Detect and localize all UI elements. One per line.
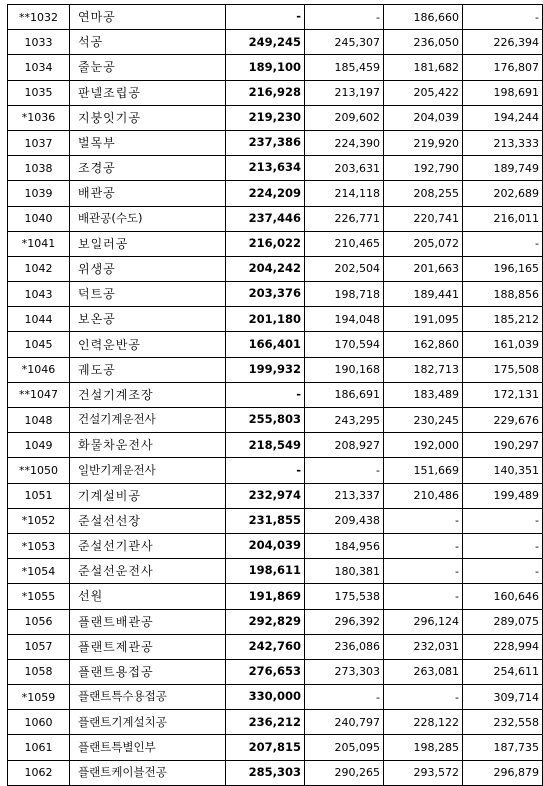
wage-value-cell: 194,244 xyxy=(463,105,543,130)
wage-value-cell: 293,572 xyxy=(384,760,463,785)
wage-value-cell: 209,438 xyxy=(305,508,384,533)
job-name-cell: 플랜트기계설치공 xyxy=(70,710,226,735)
wage-value-cell: 209,602 xyxy=(305,105,384,130)
job-code-cell: **1047 xyxy=(8,382,70,407)
wage-value-cell: 176,807 xyxy=(463,55,543,80)
wage-value-cell: 285,303 xyxy=(226,760,305,785)
wage-value-cell: 236,050 xyxy=(384,30,463,55)
wage-value-cell: 255,803 xyxy=(226,408,305,433)
table-row xyxy=(8,760,543,785)
wage-value-cell: 192,000 xyxy=(384,433,463,458)
job-code-cell: 1034 xyxy=(8,55,70,80)
job-name-cell: 판넬조립공 xyxy=(70,80,226,105)
table-row xyxy=(8,181,543,206)
job-code-cell: 1042 xyxy=(8,256,70,281)
wage-value-cell: 203,376 xyxy=(226,282,305,307)
job-name-cell: 플랜트배관공 xyxy=(70,609,226,634)
wage-value-cell: - xyxy=(384,533,463,558)
wage-value-cell: 216,022 xyxy=(226,231,305,256)
job-code-cell: 1040 xyxy=(8,206,70,231)
wage-value-cell: 191,869 xyxy=(226,584,305,609)
job-name-cell: 지붕잇기공 xyxy=(70,105,226,130)
wage-value-cell: 196,165 xyxy=(463,256,543,281)
table-row xyxy=(8,30,543,55)
wage-value-cell: 201,663 xyxy=(384,256,463,281)
wage-value-cell: 228,994 xyxy=(463,634,543,659)
wage-value-cell: 296,124 xyxy=(384,609,463,634)
job-code-cell: 1048 xyxy=(8,408,70,433)
job-code-cell: **1050 xyxy=(8,458,70,483)
job-code-cell: 1044 xyxy=(8,307,70,332)
wage-value-cell: - xyxy=(305,5,384,30)
wage-value-cell: - xyxy=(384,559,463,584)
wage-table-sheet xyxy=(7,4,542,780)
job-name-cell: 배관공 xyxy=(70,181,226,206)
wage-value-cell: 194,048 xyxy=(305,307,384,332)
table-row xyxy=(8,609,543,634)
wage-value-cell: 226,394 xyxy=(463,30,543,55)
wage-value-cell: 243,295 xyxy=(305,408,384,433)
wage-value-cell: 232,974 xyxy=(226,483,305,508)
job-name-cell: 화물차운전사 xyxy=(70,433,226,458)
job-code-cell: 1061 xyxy=(8,735,70,760)
job-name-cell: 플랜트제관공 xyxy=(70,634,226,659)
wage-value-cell: 189,100 xyxy=(226,55,305,80)
wage-value-cell: 151,669 xyxy=(384,458,463,483)
job-name-cell: 플랜트용접공 xyxy=(70,659,226,684)
wage-value-cell: 220,741 xyxy=(384,206,463,231)
wage-value-cell: 237,386 xyxy=(226,130,305,155)
wage-value-cell: 202,689 xyxy=(463,181,543,206)
job-name-cell: 조경공 xyxy=(70,156,226,181)
wage-value-cell: 180,381 xyxy=(305,559,384,584)
table-row xyxy=(8,408,543,433)
table-row xyxy=(8,508,543,533)
table-row xyxy=(8,685,543,710)
wage-value-cell: 183,489 xyxy=(384,382,463,407)
wage-value-cell: 186,691 xyxy=(305,382,384,407)
wage-value-cell: 213,634 xyxy=(226,156,305,181)
job-name-cell: 플랜트특별인부 xyxy=(70,735,226,760)
wage-value-cell: 192,790 xyxy=(384,156,463,181)
wage-value-cell: 229,676 xyxy=(463,408,543,433)
wage-value-cell: 276,653 xyxy=(226,659,305,684)
wage-value-cell: 240,797 xyxy=(305,710,384,735)
wage-value-cell: 226,771 xyxy=(305,206,384,231)
wage-value-cell: 237,446 xyxy=(226,206,305,231)
wage-value-cell: 231,855 xyxy=(226,508,305,533)
wage-value-cell: 216,928 xyxy=(226,80,305,105)
wage-value-cell: 213,197 xyxy=(305,80,384,105)
wage-value-cell: 216,011 xyxy=(463,206,543,231)
wage-value-cell: 199,932 xyxy=(226,357,305,382)
wage-value-cell: 161,039 xyxy=(463,332,543,357)
job-code-cell: 1057 xyxy=(8,634,70,659)
job-code-cell: 1043 xyxy=(8,282,70,307)
job-code-cell: *1053 xyxy=(8,533,70,558)
job-name-cell: 플랜트케이블전공 xyxy=(70,760,226,785)
wage-value-cell: 188,856 xyxy=(463,282,543,307)
table-row xyxy=(8,533,543,558)
wage-value-cell: - xyxy=(463,508,543,533)
wage-value-cell: 204,242 xyxy=(226,256,305,281)
wage-value-cell: 175,538 xyxy=(305,584,384,609)
job-name-cell: 줄눈공 xyxy=(70,55,226,80)
wage-value-cell: 140,351 xyxy=(463,458,543,483)
table-row xyxy=(8,80,543,105)
wage-value-cell: 219,920 xyxy=(384,130,463,155)
wage-value-cell: 296,879 xyxy=(463,760,543,785)
wage-value-cell: 207,815 xyxy=(226,735,305,760)
wage-value-cell: - xyxy=(463,231,543,256)
table-row xyxy=(8,357,543,382)
wage-value-cell: - xyxy=(463,5,543,30)
table-row xyxy=(8,130,543,155)
wage-value-cell: 202,504 xyxy=(305,256,384,281)
job-code-cell: 1060 xyxy=(8,710,70,735)
wage-value-cell: 198,718 xyxy=(305,282,384,307)
job-name-cell: 보일러공 xyxy=(70,231,226,256)
job-code-cell: 1062 xyxy=(8,760,70,785)
job-name-cell: 인력운반공 xyxy=(70,332,226,357)
table-row xyxy=(8,710,543,735)
table-row xyxy=(8,382,543,407)
wage-value-cell: - xyxy=(384,685,463,710)
job-code-cell: *1054 xyxy=(8,559,70,584)
job-name-cell: 보온공 xyxy=(70,307,226,332)
wage-value-cell: - xyxy=(305,685,384,710)
wage-value-cell: 292,829 xyxy=(226,609,305,634)
wage-value-cell: 205,422 xyxy=(384,80,463,105)
wage-value-cell: - xyxy=(384,584,463,609)
job-code-cell: **1032 xyxy=(8,5,70,30)
job-code-cell: 1056 xyxy=(8,609,70,634)
table-row xyxy=(8,735,543,760)
table-row xyxy=(8,483,543,508)
wage-value-cell: 245,307 xyxy=(305,30,384,55)
wage-value-cell: 181,682 xyxy=(384,55,463,80)
wage-value-cell: 254,611 xyxy=(463,659,543,684)
job-name-cell: 건설기계운전사 xyxy=(70,408,226,433)
wage-value-cell: 199,489 xyxy=(463,483,543,508)
wage-value-cell: - xyxy=(226,382,305,407)
job-name-cell: 건설기계조장 xyxy=(70,382,226,407)
wage-value-cell: 218,549 xyxy=(226,433,305,458)
wage-value-cell: 232,558 xyxy=(463,710,543,735)
wage-value-cell: 204,039 xyxy=(226,533,305,558)
wage-value-cell: - xyxy=(305,458,384,483)
table-row xyxy=(8,231,543,256)
job-name-cell: 준설선운전사 xyxy=(70,559,226,584)
wage-value-cell: 242,760 xyxy=(226,634,305,659)
job-name-cell: 플랜트특수용접공 xyxy=(70,685,226,710)
wage-value-cell: 210,486 xyxy=(384,483,463,508)
wage-value-cell: 330,000 xyxy=(226,685,305,710)
wage-value-cell: 213,337 xyxy=(305,483,384,508)
wage-value-cell: 230,245 xyxy=(384,408,463,433)
job-name-cell: 선원 xyxy=(70,584,226,609)
wage-value-cell: 309,714 xyxy=(463,685,543,710)
wage-value-cell: 184,956 xyxy=(305,533,384,558)
wage-value-cell: - xyxy=(384,508,463,533)
wage-value-cell: 189,749 xyxy=(463,156,543,181)
wage-value-cell: 289,075 xyxy=(463,609,543,634)
wage-value-cell: 175,508 xyxy=(463,357,543,382)
job-name-cell: 기계설비공 xyxy=(70,483,226,508)
job-name-cell: 일반기계운전사 xyxy=(70,458,226,483)
wage-value-cell: 208,255 xyxy=(384,181,463,206)
wage-value-cell: 210,465 xyxy=(305,231,384,256)
job-code-cell: 1045 xyxy=(8,332,70,357)
job-name-cell: 준설선선장 xyxy=(70,508,226,533)
job-code-cell: 1039 xyxy=(8,181,70,206)
job-code-cell: 1049 xyxy=(8,433,70,458)
table-row xyxy=(8,584,543,609)
wage-value-cell: 182,713 xyxy=(384,357,463,382)
table-row xyxy=(8,559,543,584)
wage-value-cell: 219,230 xyxy=(226,105,305,130)
job-code-cell: 1035 xyxy=(8,80,70,105)
wage-value-cell: 191,095 xyxy=(384,307,463,332)
wage-value-cell: 232,031 xyxy=(384,634,463,659)
wage-table-body xyxy=(8,5,543,786)
job-code-cell: 1033 xyxy=(8,30,70,55)
wage-value-cell: - xyxy=(463,533,543,558)
wage-table xyxy=(7,4,543,786)
job-code-cell: 1038 xyxy=(8,156,70,181)
table-row xyxy=(8,256,543,281)
job-code-cell: *1041 xyxy=(8,231,70,256)
wage-value-cell: 162,860 xyxy=(384,332,463,357)
wage-value-cell: 236,086 xyxy=(305,634,384,659)
wage-value-cell: 204,039 xyxy=(384,105,463,130)
job-code-cell: *1055 xyxy=(8,584,70,609)
wage-value-cell: 186,660 xyxy=(384,5,463,30)
table-row xyxy=(8,206,543,231)
job-code-cell: *1046 xyxy=(8,357,70,382)
job-code-cell: 1051 xyxy=(8,483,70,508)
job-name-cell: 배관공(수도) xyxy=(70,206,226,231)
wage-value-cell: 201,180 xyxy=(226,307,305,332)
wage-value-cell: 228,122 xyxy=(384,710,463,735)
table-row xyxy=(8,55,543,80)
wage-value-cell: 296,392 xyxy=(305,609,384,634)
wage-value-cell: 224,390 xyxy=(305,130,384,155)
job-name-cell: 준설선기관사 xyxy=(70,533,226,558)
job-name-cell: 덕트공 xyxy=(70,282,226,307)
table-row xyxy=(8,634,543,659)
wage-value-cell: 290,265 xyxy=(305,760,384,785)
wage-value-cell: 187,735 xyxy=(463,735,543,760)
table-row xyxy=(8,458,543,483)
wage-value-cell: 190,168 xyxy=(305,357,384,382)
wage-value-cell: 189,441 xyxy=(384,282,463,307)
wage-value-cell: 170,594 xyxy=(305,332,384,357)
wage-value-cell: 263,081 xyxy=(384,659,463,684)
wage-value-cell: 185,212 xyxy=(463,307,543,332)
wage-value-cell: 198,691 xyxy=(463,80,543,105)
table-row xyxy=(8,282,543,307)
job-code-cell: *1052 xyxy=(8,508,70,533)
job-code-cell: 1058 xyxy=(8,659,70,684)
job-name-cell: 석공 xyxy=(70,30,226,55)
wage-value-cell: 190,297 xyxy=(463,433,543,458)
job-code-cell: *1059 xyxy=(8,685,70,710)
table-row xyxy=(8,659,543,684)
wage-value-cell: 213,333 xyxy=(463,130,543,155)
job-name-cell: 위생공 xyxy=(70,256,226,281)
wage-value-cell: - xyxy=(226,458,305,483)
table-row xyxy=(8,105,543,130)
wage-value-cell: 249,245 xyxy=(226,30,305,55)
wage-value-cell: 273,303 xyxy=(305,659,384,684)
job-code-cell: 1037 xyxy=(8,130,70,155)
job-name-cell: 궤도공 xyxy=(70,357,226,382)
wage-value-cell: - xyxy=(226,5,305,30)
wage-value-cell: 205,072 xyxy=(384,231,463,256)
wage-value-cell: 172,131 xyxy=(463,382,543,407)
wage-value-cell: 198,285 xyxy=(384,735,463,760)
job-name-cell: 연마공 xyxy=(70,5,226,30)
job-name-cell: 벌목부 xyxy=(70,130,226,155)
wage-value-cell: - xyxy=(463,559,543,584)
wage-value-cell: 185,459 xyxy=(305,55,384,80)
wage-value-cell: 236,212 xyxy=(226,710,305,735)
table-row xyxy=(8,5,543,30)
wage-value-cell: 166,401 xyxy=(226,332,305,357)
job-code-cell: *1036 xyxy=(8,105,70,130)
table-row xyxy=(8,433,543,458)
table-row xyxy=(8,307,543,332)
wage-value-cell: 224,209 xyxy=(226,181,305,206)
wage-value-cell: 208,927 xyxy=(305,433,384,458)
table-row xyxy=(8,156,543,181)
wage-value-cell: 198,611 xyxy=(226,559,305,584)
wage-value-cell: 205,095 xyxy=(305,735,384,760)
wage-value-cell: 214,118 xyxy=(305,181,384,206)
table-row xyxy=(8,332,543,357)
wage-value-cell: 160,646 xyxy=(463,584,543,609)
wage-value-cell: 203,631 xyxy=(305,156,384,181)
